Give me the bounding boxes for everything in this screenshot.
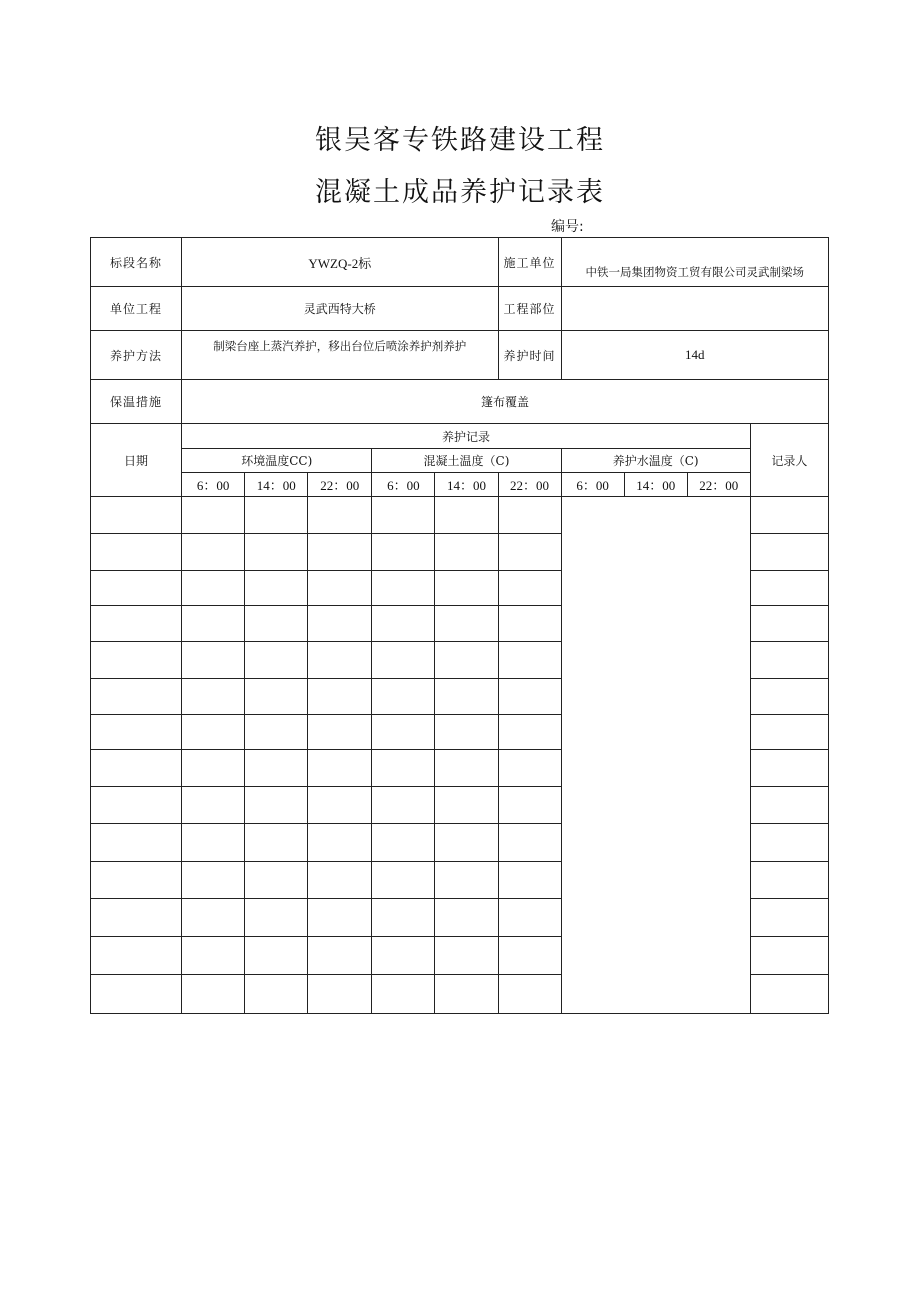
concrete-temp-cell[interactable] (498, 642, 561, 679)
env-temp-header: 环境温度CC) (182, 449, 372, 473)
env-temp-cell[interactable] (308, 606, 372, 642)
env-temp-cell[interactable] (182, 642, 245, 679)
env-temp-cell[interactable] (245, 787, 308, 824)
concrete-temp-cell[interactable] (498, 824, 561, 862)
concrete-temp-cell[interactable] (372, 824, 435, 862)
recorder-cell[interactable] (750, 497, 828, 534)
date-cell[interactable] (91, 975, 182, 1014)
recorder-cell[interactable] (750, 642, 828, 679)
env-temp-cell[interactable] (245, 715, 308, 750)
env-temp-cell[interactable] (182, 571, 245, 606)
water-time-6: 6：00 (561, 473, 624, 497)
insulation-value[interactable]: 篷布覆盖 (182, 380, 829, 424)
env-temp-cell[interactable] (308, 571, 372, 606)
contractor-label: 施工单位 (498, 238, 561, 287)
concrete-temp-cell[interactable] (435, 679, 498, 715)
concrete-temp-cell[interactable] (498, 679, 561, 715)
env-temp-cell[interactable] (308, 975, 372, 1014)
concrete-temp-cell[interactable] (372, 571, 435, 606)
concrete-temp-cell[interactable] (498, 571, 561, 606)
env-temp-cell[interactable] (245, 750, 308, 787)
recorder-cell[interactable] (750, 679, 828, 715)
env-temp-cell[interactable] (245, 899, 308, 937)
curing-time-value[interactable]: 14d (561, 331, 828, 380)
water-time-14: 14：00 (624, 473, 687, 497)
date-cell[interactable] (91, 750, 182, 787)
date-cell[interactable] (91, 862, 182, 899)
water-time-22: 22：00 (687, 473, 750, 497)
env-time-14: 14：00 (245, 473, 308, 497)
env-temp-cell[interactable] (182, 975, 245, 1014)
env-time-22: 22：00 (308, 473, 372, 497)
env-temp-cell[interactable] (308, 750, 372, 787)
env-time-6: 6：00 (182, 473, 245, 497)
concrete-temp-cell[interactable] (498, 534, 561, 571)
concrete-temp-cell[interactable] (435, 937, 498, 975)
document-code-label: 编号: (551, 219, 584, 235)
env-temp-cell[interactable] (182, 497, 245, 534)
date-cell[interactable] (91, 606, 182, 642)
recorder-cell[interactable] (750, 862, 828, 899)
env-temp-cell[interactable] (245, 862, 308, 899)
concrete-temp-cell[interactable] (435, 642, 498, 679)
date-cell[interactable] (91, 642, 182, 679)
date-cell[interactable] (91, 571, 182, 606)
date-cell[interactable] (91, 937, 182, 975)
concrete-temp-cell[interactable] (372, 497, 435, 534)
concrete-temp-cell[interactable] (435, 497, 498, 534)
concrete-temp-cell[interactable] (372, 534, 435, 571)
date-cell[interactable] (91, 679, 182, 715)
concrete-temp-cell[interactable] (498, 750, 561, 787)
concrete-temp-cell[interactable] (435, 862, 498, 899)
concrete-temp-cell[interactable] (498, 606, 561, 642)
concrete-temp-cell[interactable] (372, 975, 435, 1014)
concrete-temp-cell[interactable] (435, 571, 498, 606)
env-temp-cell[interactable] (182, 937, 245, 975)
concrete-temp-cell[interactable] (435, 975, 498, 1014)
env-temp-cell[interactable] (308, 787, 372, 824)
concrete-temp-cell[interactable] (435, 606, 498, 642)
recorder-cell[interactable] (750, 975, 828, 1014)
concrete-temp-cell[interactable] (435, 534, 498, 571)
recorder-cell[interactable] (750, 824, 828, 862)
concrete-temp-cell[interactable] (435, 750, 498, 787)
curing-record-header: 养护记录 (182, 424, 751, 449)
env-temp-cell[interactable] (245, 975, 308, 1014)
concrete-temp-cell[interactable] (498, 937, 561, 975)
env-temp-cell[interactable] (182, 787, 245, 824)
concrete-temp-cell[interactable] (498, 715, 561, 750)
date-cell[interactable] (91, 899, 182, 937)
concrete-temp-cell[interactable] (435, 899, 498, 937)
env-temp-cell[interactable] (182, 606, 245, 642)
date-column-header: 日期 (91, 424, 182, 497)
concrete-temp-cell[interactable] (498, 497, 561, 534)
date-cell[interactable] (91, 715, 182, 750)
water-temp-header: 养护水温度（C) (561, 449, 750, 473)
concrete-temp-cell[interactable] (372, 715, 435, 750)
curing-record-form (90, 237, 829, 1014)
env-temp-cell[interactable] (245, 679, 308, 715)
date-cell[interactable] (91, 787, 182, 824)
concrete-temp-cell[interactable] (372, 750, 435, 787)
env-temp-cell[interactable] (308, 534, 372, 571)
date-cell[interactable] (91, 497, 182, 534)
env-temp-cell[interactable] (245, 642, 308, 679)
recorder-cell[interactable] (750, 937, 828, 975)
env-temp-cell[interactable] (308, 937, 372, 975)
concrete-time-14: 14：00 (435, 473, 498, 497)
concrete-temp-cell[interactable] (372, 679, 435, 715)
concrete-time-6: 6：00 (372, 473, 435, 497)
concrete-temp-header: 混凝土温度（C) (372, 449, 561, 473)
recorder-column-header: 记录人 (750, 424, 828, 497)
env-temp-cell[interactable] (245, 824, 308, 862)
env-temp-cell[interactable] (182, 862, 245, 899)
table-row (91, 497, 829, 534)
env-temp-cell[interactable] (182, 715, 245, 750)
concrete-temp-cell[interactable] (372, 862, 435, 899)
recorder-cell[interactable] (750, 606, 828, 642)
recorder-cell[interactable] (750, 715, 828, 750)
concrete-temp-cell[interactable] (498, 975, 561, 1014)
unit-project-label: 单位工程 (91, 287, 182, 331)
env-temp-cell[interactable] (308, 862, 372, 899)
env-temp-cell[interactable] (245, 497, 308, 534)
document-title-line2: 混凝土成品养护记录表 (315, 177, 605, 208)
document-title-line1: 银吴客专铁路建设工程 (315, 125, 605, 156)
env-temp-cell[interactable] (308, 899, 372, 937)
water-temp-cell[interactable] (561, 497, 750, 1014)
env-temp-cell[interactable] (182, 534, 245, 571)
recorder-cell[interactable] (750, 899, 828, 937)
env-temp-cell[interactable] (308, 642, 372, 679)
date-cell[interactable] (91, 534, 182, 571)
project-part-value[interactable] (561, 287, 828, 331)
project-part-label: 工程部位 (498, 287, 561, 331)
env-temp-cell[interactable] (182, 679, 245, 715)
concrete-temp-cell[interactable] (372, 606, 435, 642)
recorder-cell[interactable] (750, 750, 828, 787)
concrete-temp-cell[interactable] (372, 787, 435, 824)
recorder-cell[interactable] (750, 571, 828, 606)
concrete-temp-cell[interactable] (435, 787, 498, 824)
date-cell[interactable] (91, 824, 182, 862)
env-temp-cell[interactable] (182, 824, 245, 862)
curing-method-label: 养护方法 (91, 331, 182, 380)
concrete-temp-cell[interactable] (498, 899, 561, 937)
recorder-cell[interactable] (750, 787, 828, 824)
section-name-label: 标段名称 (91, 238, 182, 287)
concrete-time-22: 22：00 (498, 473, 561, 497)
section-name-value[interactable]: YWZQ-2标 (182, 238, 498, 287)
unit-project-value[interactable]: 灵武西特大桥 (182, 287, 498, 331)
curing-method-value[interactable]: 制梁台座上蒸汽养护，移出台位后喷涂养护剂养护 (182, 331, 498, 380)
concrete-temp-cell[interactable] (498, 787, 561, 824)
concrete-temp-cell[interactable] (498, 862, 561, 899)
env-temp-cell[interactable] (245, 937, 308, 975)
insulation-label: 保温措施 (91, 380, 182, 424)
concrete-temp-cell[interactable] (435, 715, 498, 750)
env-temp-cell[interactable] (308, 679, 372, 715)
contractor-value[interactable]: 中铁一局集团物资工贸有限公司灵武制梁场 (561, 238, 828, 287)
env-temp-cell[interactable] (245, 606, 308, 642)
concrete-temp-cell[interactable] (435, 824, 498, 862)
env-temp-cell[interactable] (308, 715, 372, 750)
env-temp-cell[interactable] (182, 899, 245, 937)
env-temp-cell[interactable] (308, 497, 372, 534)
env-temp-cell[interactable] (245, 571, 308, 606)
env-temp-cell[interactable] (245, 534, 308, 571)
concrete-temp-cell[interactable] (372, 642, 435, 679)
env-temp-cell[interactable] (182, 750, 245, 787)
curing-time-label: 养护时间 (498, 331, 561, 380)
concrete-temp-cell[interactable] (372, 899, 435, 937)
recorder-cell[interactable] (750, 534, 828, 571)
concrete-temp-cell[interactable] (372, 937, 435, 975)
env-temp-cell[interactable] (308, 824, 372, 862)
